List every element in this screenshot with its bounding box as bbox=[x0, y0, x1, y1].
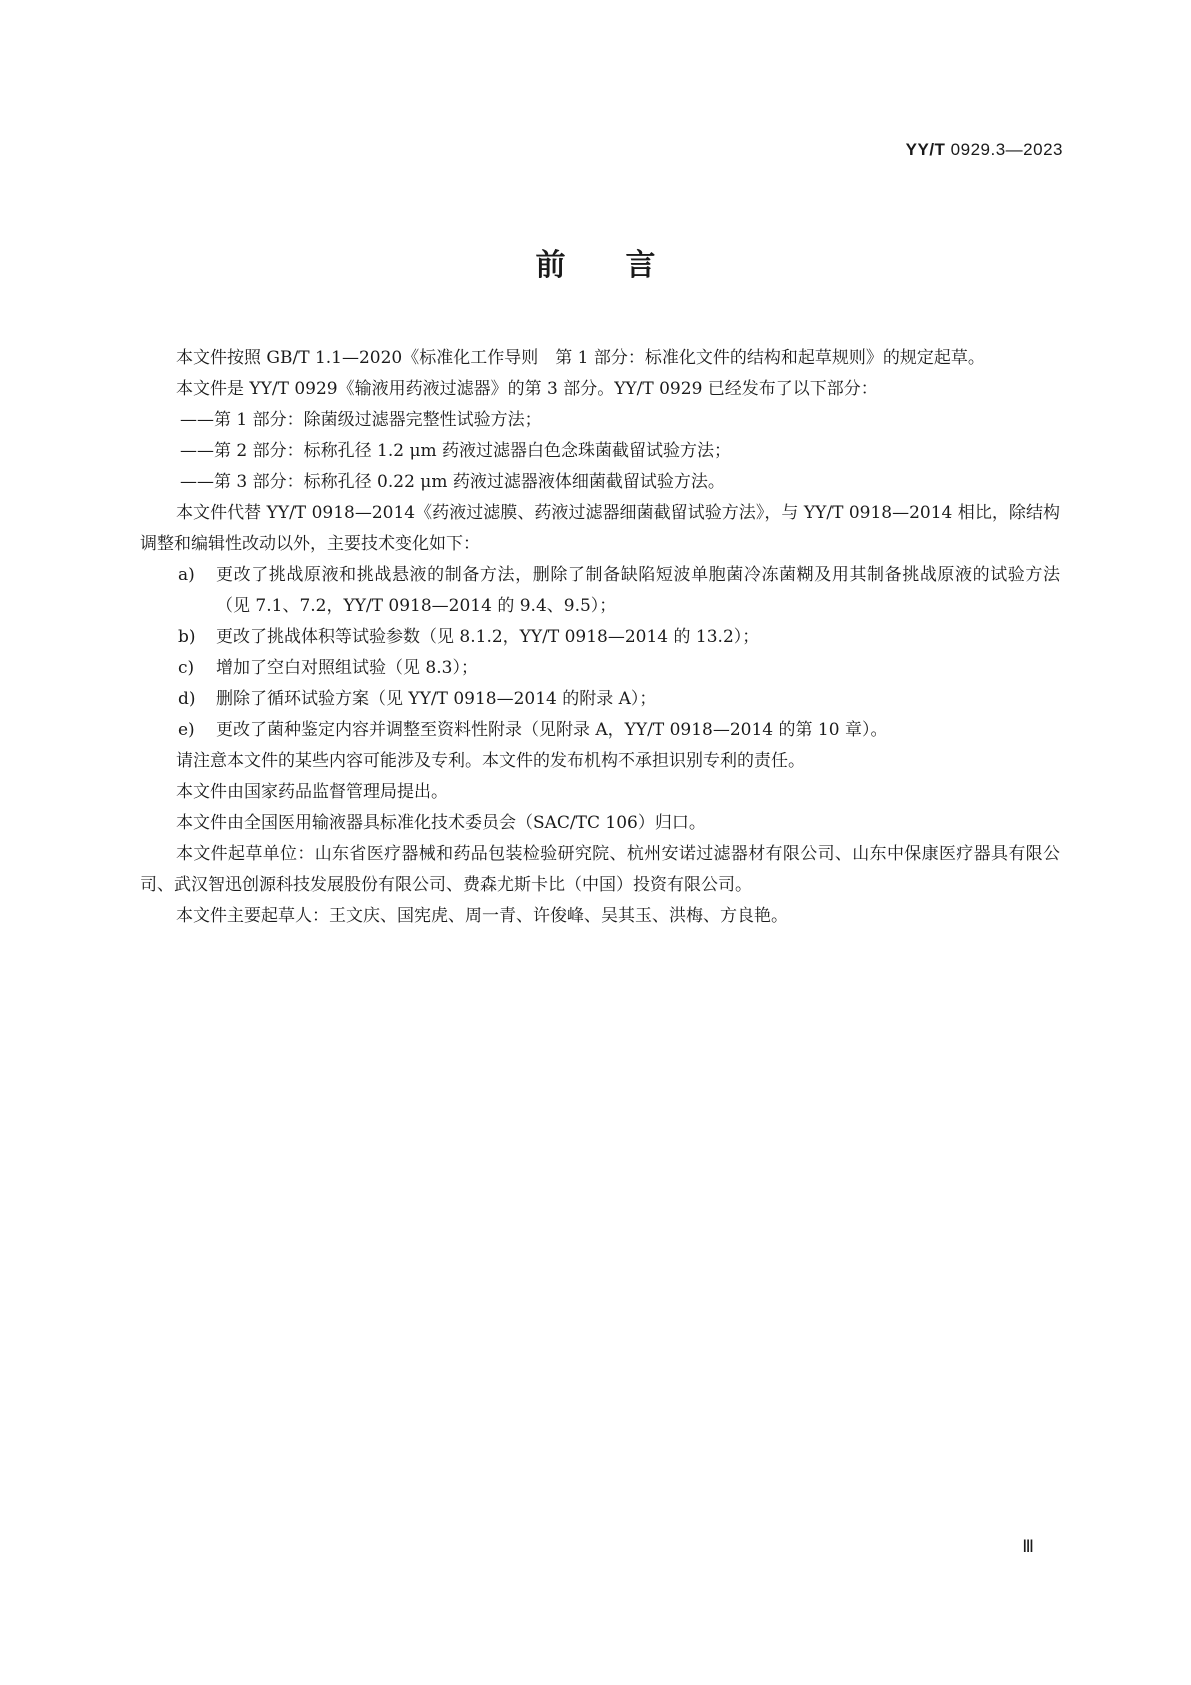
list-marker: e) bbox=[178, 720, 195, 740]
change-list-item bbox=[140, 684, 1060, 715]
paragraph-proposer: 本文件由国家药品监督管理局提出。 bbox=[176, 782, 448, 802]
part-list-item: ——第 3 部分：标称孔径 0.22 μm 药液过滤器液体细菌截留试验方法。 bbox=[180, 472, 725, 492]
list-marker: d) bbox=[178, 689, 196, 709]
list-text: 删除了循环试验方案（见 YY/T 0918—2014 的附录 A）； bbox=[216, 689, 657, 709]
page-number: Ⅲ bbox=[1022, 1537, 1034, 1556]
part-list-item: ——第 2 部分：标称孔径 1.2 μm 药液过滤器白色念珠菌截留试验方法； bbox=[180, 441, 732, 461]
change-list-item bbox=[140, 653, 1060, 684]
list-text: 更改了菌种鉴定内容并调整至资料性附录（见附录 A，YY/T 0918—2014 的第 10 章）。 bbox=[216, 720, 888, 740]
paragraph-replacement: 本文件代替 YY/T 0918—2014《药液过滤膜、药液过滤器细菌截留试验方法》，与 YY/T 0918—2014 相比，除结构调整和编辑性改动以外，主要技术变化如下： bbox=[140, 503, 1060, 554]
part-list-item: ——第 1 部分：除菌级过滤器完整性试验方法； bbox=[180, 410, 542, 430]
paragraph-part-info: 本文件是 YY/T 0929《输液用药液过滤器》的第 3 部分。YY/T 0929 已经发布了以下部分： bbox=[176, 379, 878, 399]
standard-code bbox=[906, 140, 1063, 160]
paragraph-drafting-units: 本文件起草单位：山东省医疗器械和药品包装检验研究院、杭州安诺过滤器材有限公司、山东中保康医疗器具有限公司、武汉智迅创源科技发展股份有限公司、费森尤斯卡比（中国）投资有限公司。 bbox=[140, 844, 1060, 895]
paragraph-drafters: 本文件主要起草人：王文庆、国宪虎、周一青、许俊峰、吴其玉、洪梅、方良艳。 bbox=[176, 906, 788, 926]
list-marker: a) bbox=[178, 565, 195, 585]
document-body bbox=[140, 343, 1060, 932]
change-list-item bbox=[140, 715, 1060, 746]
list-text: 更改了挑战体积等试验参数（见 8.1.2，YY/T 0918—2014 的 13.2）； bbox=[216, 627, 760, 647]
list-text: 更改了挑战原液和挑战悬液的制备方法，删除了制备缺陷短波单胞菌冷冻菌糊及用其制备挑战原液的试验方法（见 7.1、7.2，YY/T 0918—2014 的 9.4、9.5）； bbox=[216, 565, 1060, 616]
list-marker: b) bbox=[178, 627, 196, 647]
paragraph-patent-notice: 请注意本文件的某些内容可能涉及专利。本文件的发布机构不承担识别专利的责任。 bbox=[176, 751, 805, 771]
list-marker: c) bbox=[178, 658, 195, 678]
change-list-item bbox=[140, 560, 1060, 622]
standard-code-number: 0929.3—2023 bbox=[950, 140, 1063, 159]
change-list-item bbox=[140, 622, 1060, 653]
standard-code-prefix: YY/T bbox=[905, 140, 946, 159]
paragraph-drafting-rules: 本文件按照 GB/T 1.1—2020《标准化工作导则 第 1 部分：标准化文件的结构和起草规则》的规定起草。 bbox=[176, 348, 985, 368]
paragraph-technical-committee: 本文件由全国医用输液器具标准化技术委员会（SAC/TC 106）归口。 bbox=[176, 813, 706, 833]
page-title: 前言 bbox=[535, 248, 716, 283]
list-text: 增加了空白对照组试验（见 8.3）； bbox=[216, 658, 478, 678]
